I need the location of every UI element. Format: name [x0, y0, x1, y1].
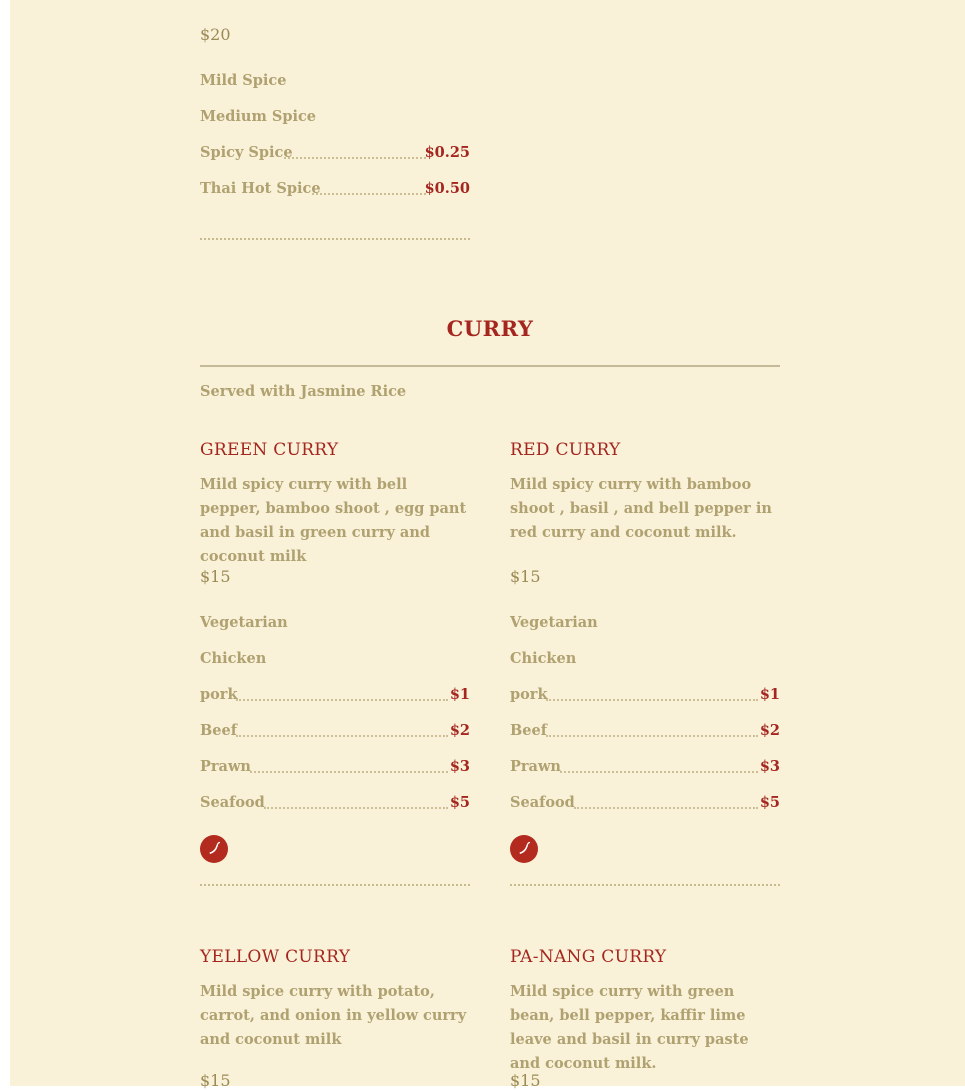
option-chicken[interactable] — [510, 650, 780, 670]
option-prawn[interactable] — [510, 758, 780, 778]
dish-description: Mild spicy curry with bamboo shoot , basil , and bell pepper in red curry and coconut milk. — [510, 476, 772, 541]
dot-leader — [284, 157, 426, 159]
option-name: Prawn — [200, 758, 251, 775]
option-beef[interactable] — [200, 722, 470, 742]
option-name: Medium Spice — [200, 108, 317, 125]
option-price: $1 — [449, 686, 470, 703]
dish-price: $20 — [200, 25, 231, 44]
option-name: pork — [510, 686, 548, 703]
section-note: Served with Jasmine Rice — [200, 383, 407, 400]
option-name: Spicy Spice — [200, 144, 293, 161]
option-name: pork — [200, 686, 238, 703]
option-name: Mild Spice — [200, 72, 287, 89]
dot-leader — [236, 699, 448, 701]
section-title: CURRY — [446, 316, 534, 341]
dotted-divider — [200, 884, 470, 886]
option-name: Beef — [510, 722, 547, 739]
option-name: Chicken — [200, 650, 267, 667]
option-price: $0.50 — [424, 180, 470, 197]
option-price: $3 — [449, 758, 470, 775]
option-seafood[interactable] — [200, 794, 470, 814]
option-name: Chicken — [510, 650, 577, 667]
option-pork[interactable] — [200, 686, 470, 706]
spice-option-mild[interactable] — [200, 72, 470, 92]
dish-title-yellow-curry: YELLOW CURRY — [200, 947, 351, 967]
dish-title-pa-nang-curry: PA-NANG CURRY — [510, 947, 667, 967]
option-name: Beef — [200, 722, 237, 739]
option-vegetarian[interactable] — [510, 614, 780, 634]
dish-title-green-curry: GREEN CURRY — [200, 440, 339, 460]
spice-option-spicy[interactable] — [200, 144, 470, 164]
spice-option-medium[interactable] — [200, 108, 470, 128]
menu-page — [10, 0, 965, 1090]
option-prawn[interactable] — [200, 758, 470, 778]
dish-price: $15 — [200, 1071, 231, 1090]
option-price: $5 — [759, 794, 780, 811]
dot-leader — [236, 735, 448, 737]
option-pork[interactable] — [510, 686, 780, 706]
option-name: Vegetarian — [200, 614, 288, 631]
dish-price: $15 — [510, 1071, 541, 1090]
option-price: $5 — [449, 794, 470, 811]
dish-description: Mild spice curry with green bean, bell pepper, kaffir lime leave and basil in curry paste and coconut milk. — [510, 983, 749, 1072]
chili-pepper-icon — [200, 835, 228, 863]
dotted-divider — [200, 238, 470, 240]
dot-leader — [574, 807, 758, 809]
dot-leader — [312, 193, 426, 195]
dot-leader — [250, 771, 448, 773]
option-name: Seafood — [200, 794, 265, 811]
dish-price: $15 — [510, 567, 541, 586]
option-name: Prawn — [510, 758, 561, 775]
option-seafood[interactable] — [510, 794, 780, 814]
option-vegetarian[interactable] — [200, 614, 470, 634]
dot-leader — [264, 807, 448, 809]
dish-title-red-curry: RED CURRY — [510, 440, 621, 460]
option-price: $3 — [759, 758, 780, 775]
spice-option-thai-hot[interactable] — [200, 180, 470, 200]
dot-leader — [546, 735, 758, 737]
option-price: $2 — [449, 722, 470, 739]
option-beef[interactable] — [510, 722, 780, 742]
option-price: $2 — [759, 722, 780, 739]
option-price: $0.25 — [424, 144, 470, 161]
dish-description: Mild spice curry with potato, carrot, and onion in yellow curry and coconut milk — [200, 983, 467, 1048]
option-price: $1 — [759, 686, 780, 703]
section-rule — [200, 365, 780, 367]
dish-price: $15 — [200, 567, 231, 586]
dot-leader — [546, 699, 758, 701]
option-name: Thai Hot Spice — [200, 180, 321, 197]
option-name: Vegetarian — [510, 614, 598, 631]
dotted-divider — [510, 884, 780, 886]
option-name: Seafood — [510, 794, 575, 811]
chili-pepper-icon — [510, 835, 538, 863]
dot-leader — [560, 771, 758, 773]
option-chicken[interactable] — [200, 650, 470, 670]
dish-description: Mild spicy curry with bell pepper, bamboo shoot , egg pant and basil in green curry and coconut milk — [200, 476, 467, 565]
